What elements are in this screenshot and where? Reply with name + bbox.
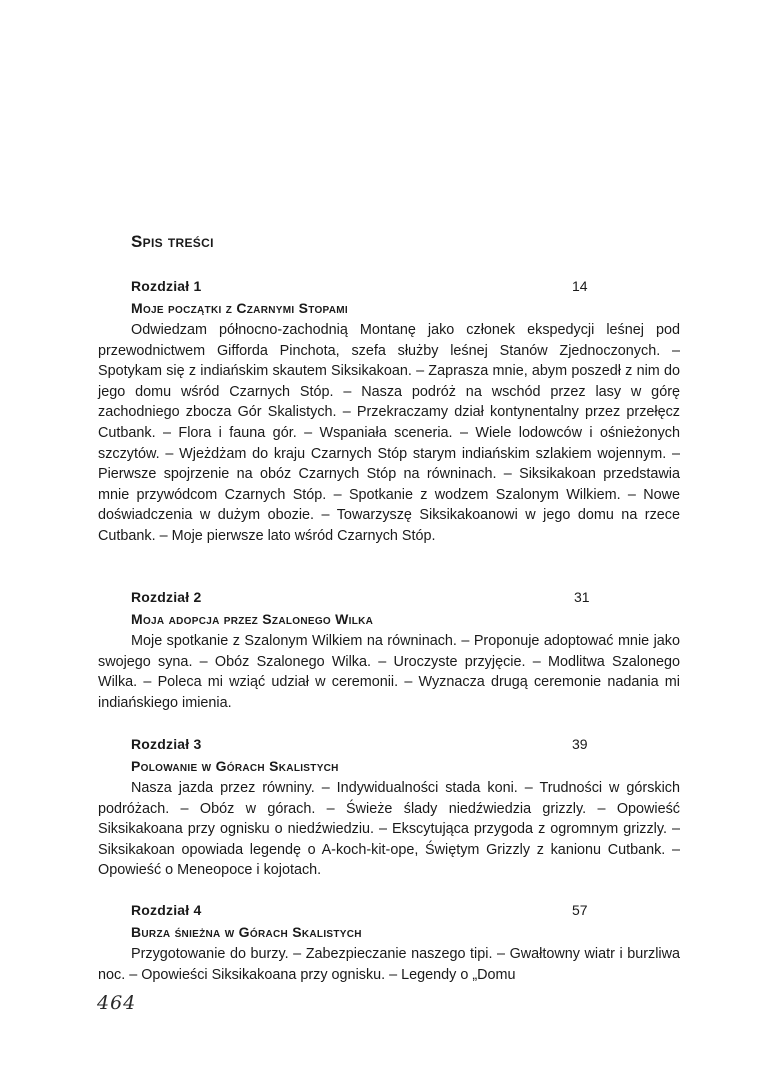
chapter-3 xyxy=(98,736,680,881)
chapter-label: Rozdział 2 xyxy=(131,589,202,605)
chapter-page-number: 39 xyxy=(572,736,588,752)
chapter-label: Rozdział 3 xyxy=(131,736,202,752)
chapter-2 xyxy=(98,589,680,713)
chapter-title: Burza śnieżna w Górach Skalistych xyxy=(131,924,362,940)
chapter-4 xyxy=(98,902,680,985)
chapter-page-number: 14 xyxy=(572,278,588,294)
chapter-description: Odwiedzam północno-zachodnią Montanę jako członek ekspedycji leśnej pod przewodnictwem Gifforda Pinchota, szefa służby leśnej Stanów Zjednoczonych. – Spotykam się z indiańskim skautem Siksikakoan. – Zaprasza mnie, abym poszedł z nim do jego domu wśród Czarnych Stóp. – Nasza podróż na wschód przez lasy w górę zachodniego zbocza Gór Skalistych. – Przekraczamy dział kontynentalny przez przełęcz Cutbank. – Flora i fauna gór. – Wspaniała sceneria. – Wiele lodowców i ośnieżonych szczytów. – Wjeżdżam do kraju Czarnych Stóp starym indiańskim szlakiem wojennym. – Pierwsze spojrzenie na obóz Czarnych Stóp na równinach. – Siksikakoan przedstawia mnie przywódcom Czarnych Stóp. – Spotkanie z wodzem Szalonym Wilkiem. – Nowe doświadczenia w dużym obozie. – Towarzyszę Siksikakoanowi w jego domu na rzece Cutbank. – Moje pierwsze lato wśród Czarnych Stóp. xyxy=(98,322,680,544)
chapter-label: Rozdział 1 xyxy=(131,278,202,294)
chapter-page-number: 31 xyxy=(574,589,590,605)
folio-page-number: 464 xyxy=(97,992,137,1014)
chapter-description: Moje spotkanie z Szalonym Wilkiem na równinach. – Proponuje adoptować mnie jako swojego syna. – Obóz Szalonego Wilka. – Uroczyste przyjęcie. – Modlitwa Szalonego Wilka. – Poleca mi wziąć udział w ceremonii. – Wyznacza drugą ceremonie nadania mi indiańskiego imienia. xyxy=(98,633,680,711)
chapter-header xyxy=(98,902,680,924)
chapter-description: Nasza jazda przez równiny. – Indywidualności stada koni. – Trudności w górskich podróżach. – Obóz w górach. – Świeże ślady niedźwiedzia grizzly. – Opowieść Siksikakoana przy ognisku o niedźwiedziu. – Ekscytująca przygoda z ogromnym grizzly. – Siksikakoan opowiada legendę o A-koch-kit-ope, Świętym Grizzly z kanionu Cutbank. – Opowieść o Meneopoce i kojotach. xyxy=(98,780,680,879)
page-title: Spis treści xyxy=(131,232,214,251)
chapter-page-number: 57 xyxy=(572,902,588,918)
chapter-header xyxy=(98,589,680,611)
chapter-1 xyxy=(98,278,680,547)
chapter-header xyxy=(98,736,680,758)
chapter-header xyxy=(98,278,680,300)
chapter-title: Polowanie w Górach Skalistych xyxy=(131,758,339,774)
chapter-title: Moje początki z Czarnymi Stopami xyxy=(131,300,349,316)
chapter-label: Rozdział 4 xyxy=(131,902,202,918)
chapter-description: Przygotowanie do burzy. – Zabezpieczanie naszego tipi. – Gwałtowny wiatr i burzliwa noc. – Opowieści Siksikakoana przy ognisku. – Legendy o „Domu xyxy=(98,946,680,983)
chapter-title: Moja adopcja przez Szalonego Wilka xyxy=(131,611,374,627)
